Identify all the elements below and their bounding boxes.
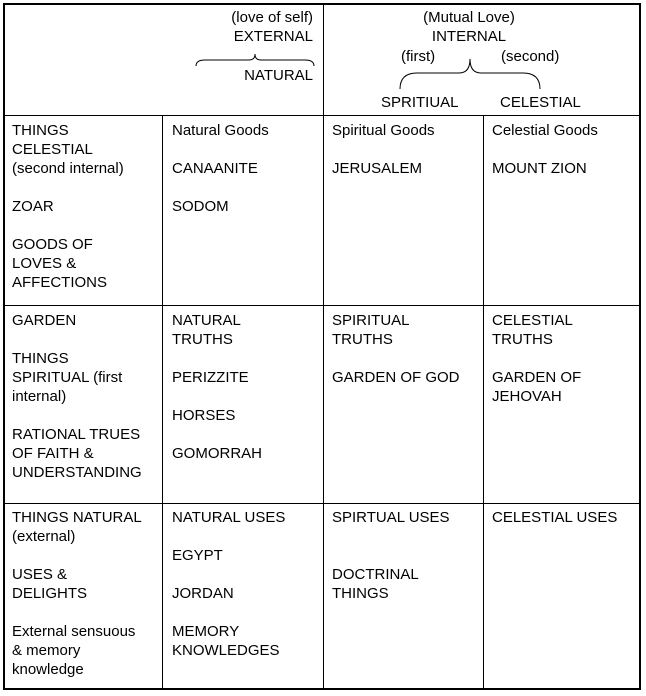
header-internal-mutual-love: (Mutual Love) — [423, 9, 515, 26]
row2-spiritual-cell: SPIRITUAL TRUTHS GARDEN OF GOD — [332, 312, 460, 386]
row3-label-cell: THINGS NATURAL (external) USES & DELIGHTS External sensuous & memory knowledge — [12, 509, 142, 678]
row-divider-2 — [5, 503, 639, 504]
row2-natural-cell: NATURAL TRUTHS PERIZZITE HORSES GOMORRAH — [172, 312, 262, 462]
col-divider-natural-spiritual — [323, 5, 324, 688]
internal-brace — [399, 57, 541, 91]
row-divider-header — [5, 115, 639, 116]
header-internal-label: INTERNAL — [431, 28, 507, 45]
correspondence-table — [3, 3, 641, 690]
col-divider-label-natural — [162, 115, 163, 688]
col-divider-spiritual-celestial — [483, 115, 484, 688]
header-spiritual-label: SPRITIUAL — [381, 94, 459, 111]
row3-natural-cell: NATURAL USES EGYPT JORDAN MEMORY KNOWLEDGES — [172, 509, 286, 659]
header-celestial-label: CELESTIAL — [500, 94, 581, 111]
header-second-label: (second) — [501, 48, 560, 65]
row3-spiritual-cell: SPIRTUAL USES DOCTRINAL THINGS — [332, 509, 450, 602]
header-external-love-of-self: (love of self) — [231, 9, 313, 26]
row2-label-cell: GARDEN THINGS SPIRITUAL (first internal) RATIONAL TRUES OF FAITH & UNDERSTANDING — [12, 312, 142, 481]
header-first-label: (first) — [401, 48, 436, 65]
row1-natural-cell: Natural Goods CANAANITE SODOM — [172, 122, 269, 215]
row3-celestial-cell: CELESTIAL USES — [492, 509, 618, 526]
row2-celestial-cell: CELESTIAL TRUTHS GARDEN OF JEHOVAH — [492, 312, 582, 405]
row-divider-1 — [5, 305, 639, 306]
header-natural-label: NATURAL — [244, 67, 313, 84]
row1-spiritual-cell: Spiritual Goods JERUSALEM — [332, 122, 435, 177]
row1-label-cell: THINGS CELESTIAL (second internal) ZOAR GOODS OF LOVES & AFFECTIONS — [12, 122, 124, 291]
header-external-label: EXTERNAL — [233, 28, 313, 45]
row1-celestial-cell: Celestial Goods MOUNT ZION — [492, 122, 598, 177]
